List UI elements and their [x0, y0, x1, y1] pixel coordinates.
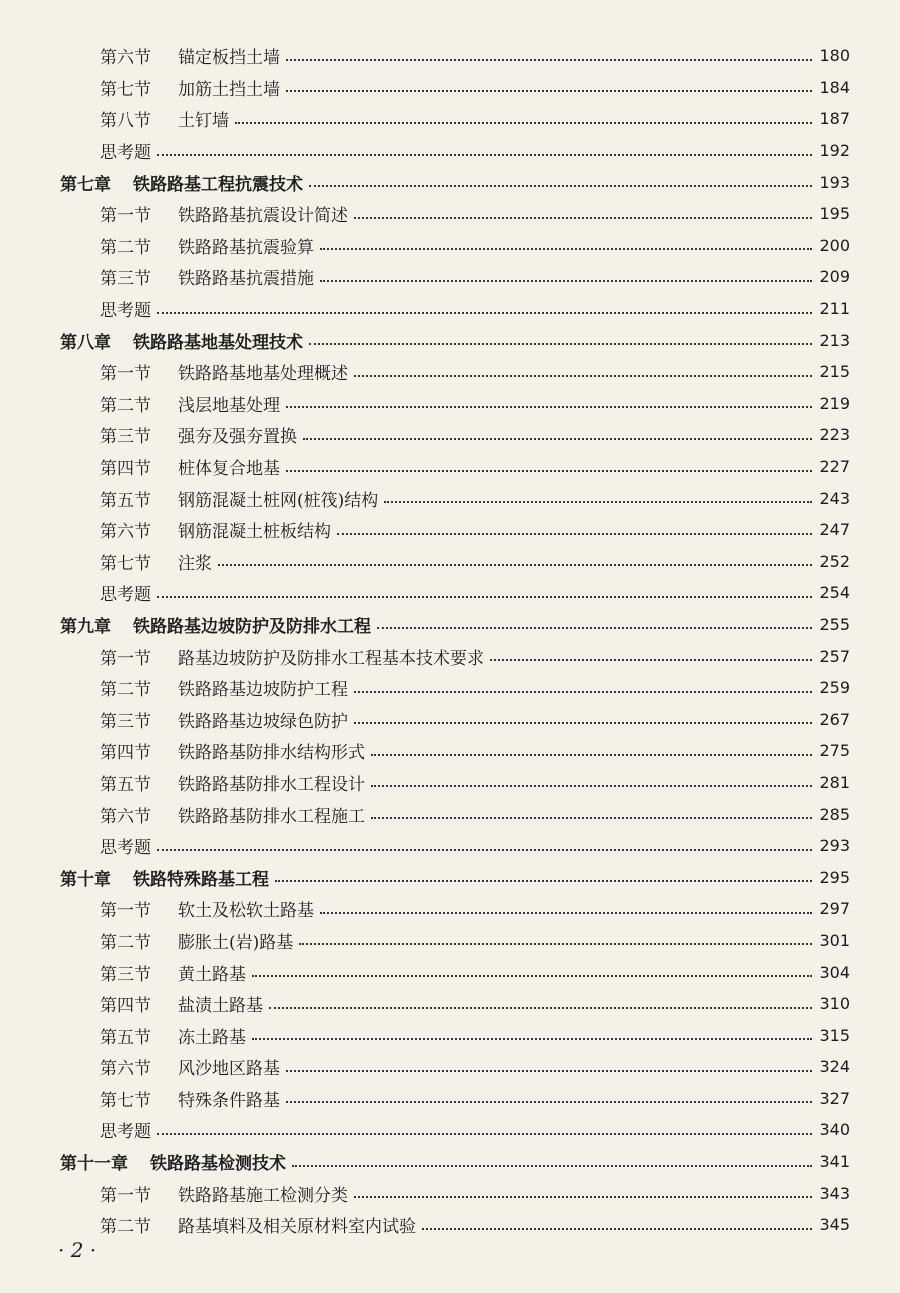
section-title: 锚定板挡土墙 [178, 48, 280, 69]
chapter-title: 铁路路基地基处理技术 [133, 332, 303, 353]
toc-section-row [0, 925, 900, 957]
page-number-ref: 223 [819, 425, 850, 445]
toc-entry-label [100, 359, 348, 384]
page-number-ref: 275 [819, 741, 850, 761]
toc-section-row [0, 1209, 900, 1241]
toc-section-row [0, 356, 900, 388]
toc-section-row [0, 230, 900, 262]
toc-entry-label [100, 833, 151, 858]
page-number-ref: 267 [819, 709, 850, 729]
dot-leader [320, 912, 812, 914]
toc-section-row [0, 482, 900, 514]
section-title: 铁路路基边坡绿色防护 [178, 711, 348, 732]
page-number-ref: 184 [819, 77, 850, 97]
section-number: 第二节 [100, 932, 151, 953]
chapter-number: 第七章 [60, 174, 111, 195]
section-number: 第三节 [100, 711, 151, 732]
dot-leader [157, 154, 812, 156]
dot-leader [252, 1038, 812, 1040]
section-title: 铁路路基边坡防护工程 [178, 680, 348, 701]
section-title: 铁路路基地基处理概述 [178, 364, 348, 385]
toc-section-row [0, 798, 900, 830]
section-title: 思考题 [100, 1122, 151, 1143]
chapter-number: 第九章 [60, 616, 111, 637]
section-number: 第六节 [100, 522, 151, 543]
toc-section-row [0, 388, 900, 420]
dot-leader [157, 312, 812, 314]
page-number-ref: 209 [819, 267, 850, 287]
page-number-ref: 285 [819, 804, 850, 824]
toc-review-row [0, 577, 900, 609]
section-number: 第二节 [100, 395, 151, 416]
toc-chapter-row [0, 324, 900, 356]
dot-leader [218, 564, 812, 566]
toc-section-row [0, 1051, 900, 1083]
dot-leader [252, 975, 812, 977]
toc-entry-label [100, 454, 280, 479]
page-number-ref: 254 [819, 583, 850, 603]
toc-section-row [0, 703, 900, 735]
section-title: 路基边坡防护及防排水工程基本技术要求 [178, 648, 484, 669]
section-title: 冻土路基 [178, 1027, 246, 1048]
toc-entry-label [100, 644, 484, 669]
toc-entry-label [100, 43, 280, 68]
dot-leader [286, 406, 812, 408]
page-number-ref: 301 [819, 930, 850, 950]
toc-entry-label [100, 201, 348, 226]
section-number: 第四节 [100, 996, 151, 1017]
toc-section-row [0, 419, 900, 451]
section-title: 铁路路基防排水结构形式 [178, 743, 365, 764]
toc-section-row [0, 1083, 900, 1115]
dot-leader [286, 90, 812, 92]
page-number-ref: 255 [819, 614, 850, 634]
page-number-ref: 341 [819, 1152, 850, 1172]
toc-entry-label [100, 75, 280, 100]
page-number-ref: 257 [819, 646, 850, 666]
toc-chapter-row [0, 166, 900, 198]
toc-review-row [0, 1114, 900, 1146]
section-number: 第一节 [100, 1185, 151, 1206]
chapter-number: 第十一章 [60, 1154, 128, 1175]
toc-chapter-row [0, 1146, 900, 1178]
toc-section-row [0, 672, 900, 704]
toc-entry-label [100, 1117, 151, 1142]
toc-entry-label [100, 1086, 280, 1111]
section-number: 第六节 [100, 48, 151, 69]
section-title: 思考题 [100, 585, 151, 606]
dot-leader [320, 248, 812, 250]
section-title: 钢筋混凝土桩板结构 [178, 522, 331, 543]
toc-entry-label [60, 328, 303, 353]
page-number-ref: 211 [819, 299, 850, 319]
toc-section-row [0, 198, 900, 230]
section-number: 第四节 [100, 459, 151, 480]
section-number: 第一节 [100, 648, 151, 669]
toc-entry-label [100, 580, 151, 605]
toc-section-row [0, 261, 900, 293]
section-title: 思考题 [100, 301, 151, 322]
toc-entry-label [100, 106, 229, 131]
toc-entry-label [100, 928, 293, 953]
section-title: 铁路路基抗震措施 [178, 269, 314, 290]
dot-leader [299, 943, 812, 945]
toc-entry-label [60, 865, 269, 890]
section-number: 第一节 [100, 901, 151, 922]
section-title: 膨胀土(岩)路基 [178, 932, 294, 953]
page-number-ref: 180 [819, 46, 850, 66]
section-number: 第五节 [100, 774, 151, 795]
page-number-ref: 304 [819, 962, 850, 982]
toc-section-row [0, 893, 900, 925]
toc-entry-label [100, 296, 151, 321]
section-number: 第三节 [100, 427, 151, 448]
section-title: 黄土路基 [178, 964, 246, 985]
section-number: 第八节 [100, 111, 151, 132]
toc-section-row [0, 1177, 900, 1209]
chapter-number: 第十章 [60, 869, 111, 890]
toc-entry-label [100, 422, 297, 447]
toc-chapter-row [0, 609, 900, 641]
section-title: 铁路路基施工检测分类 [178, 1185, 348, 1206]
toc-entry-label [100, 738, 365, 763]
toc-entry-label [100, 391, 280, 416]
toc-section-row [0, 640, 900, 672]
dot-leader [490, 659, 812, 661]
dot-leader [371, 785, 812, 787]
toc-entry-label [100, 549, 212, 574]
page-number-ref: 259 [819, 678, 850, 698]
toc-section-row [0, 735, 900, 767]
toc-entry-label [100, 960, 246, 985]
section-number: 第七节 [100, 1090, 151, 1111]
dot-leader [235, 122, 812, 124]
section-number: 第七节 [100, 553, 151, 574]
dot-leader [309, 185, 812, 187]
dot-leader [377, 627, 812, 629]
toc-section-row [0, 451, 900, 483]
page-number-ref: 310 [819, 994, 850, 1014]
toc-section-row [0, 767, 900, 799]
page-number-ref: 227 [819, 457, 850, 477]
dot-leader [286, 470, 812, 472]
toc-entry-label [60, 1149, 286, 1174]
section-number: 第四节 [100, 743, 151, 764]
toc-entry-label [100, 486, 378, 511]
section-number: 第三节 [100, 964, 151, 985]
page-number-ref: 252 [819, 551, 850, 571]
dot-leader [337, 533, 812, 535]
section-number: 第二节 [100, 1217, 151, 1238]
chapter-title: 铁路路基边坡防护及防排水工程 [133, 616, 371, 637]
toc-entry-label [100, 1054, 280, 1079]
dot-leader [371, 754, 812, 756]
table-of-contents [0, 40, 900, 1241]
dot-leader [354, 722, 812, 724]
page-number-ref: 324 [819, 1057, 850, 1077]
page-number-ref: 215 [819, 362, 850, 382]
toc-entry-label [100, 1181, 348, 1206]
page-number-ref: 297 [819, 899, 850, 919]
section-title: 思考题 [100, 143, 151, 164]
toc-section-row [0, 546, 900, 578]
section-number: 第六节 [100, 806, 151, 827]
toc-section-row [0, 40, 900, 72]
toc-entry-label [60, 170, 303, 195]
toc-entry-label [100, 896, 314, 921]
toc-entry-label [60, 612, 371, 637]
toc-review-row [0, 830, 900, 862]
page-number-ref: 192 [819, 141, 850, 161]
toc-review-row [0, 293, 900, 325]
section-title: 盐渍土路基 [178, 996, 263, 1017]
dot-leader [354, 691, 812, 693]
section-title: 思考题 [100, 838, 151, 859]
page-number-ref: 315 [819, 1025, 850, 1045]
toc-entry-label [100, 991, 263, 1016]
toc-section-row [0, 988, 900, 1020]
dot-leader [309, 343, 812, 345]
dot-leader [422, 1228, 812, 1230]
dot-leader [354, 217, 812, 219]
section-title: 铁路路基防排水工程设计 [178, 774, 365, 795]
section-number: 第一节 [100, 364, 151, 385]
page-number-ref: 243 [819, 488, 850, 508]
section-title: 铁路路基抗震设计简述 [178, 206, 348, 227]
chapter-number: 第八章 [60, 332, 111, 353]
page-number-ref: 281 [819, 772, 850, 792]
dot-leader [275, 880, 812, 882]
dot-leader [157, 849, 812, 851]
section-number: 第三节 [100, 269, 151, 290]
page-number-ref: 295 [819, 867, 850, 887]
section-title: 软土及松软土路基 [178, 901, 314, 922]
dot-leader [286, 1070, 812, 1072]
page-number-ref: 327 [819, 1088, 850, 1108]
section-title: 钢筋混凝土桩网(桩筏)结构 [178, 490, 379, 511]
dot-leader [354, 1196, 812, 1198]
section-number: 第七节 [100, 79, 151, 100]
section-number: 第二节 [100, 680, 151, 701]
page-number-ref: 213 [819, 330, 850, 350]
dot-leader [286, 59, 812, 61]
page-number-ref: 187 [819, 109, 850, 129]
toc-entry-label [100, 233, 314, 258]
page-number-ref: 219 [819, 393, 850, 413]
chapter-title: 铁路路基检测技术 [150, 1154, 286, 1175]
toc-entry-label [100, 770, 365, 795]
section-title: 加筋土挡土墙 [178, 79, 280, 100]
section-title: 注浆 [178, 553, 212, 574]
dot-leader [286, 1101, 812, 1103]
page-number: · 2 · [58, 1238, 97, 1262]
section-title: 风沙地区路基 [178, 1059, 280, 1080]
page-number-ref: 200 [819, 235, 850, 255]
toc-review-row [0, 135, 900, 167]
page-number-ref: 195 [819, 204, 850, 224]
toc-section-row [0, 1019, 900, 1051]
section-title: 铁路路基防排水工程施工 [178, 806, 365, 827]
chapter-title: 铁路特殊路基工程 [133, 869, 269, 890]
section-title: 土钉墙 [178, 111, 229, 132]
section-number: 第六节 [100, 1059, 151, 1080]
section-title: 路基填料及相关原材料室内试验 [178, 1217, 416, 1238]
section-title: 强夯及强夯置换 [178, 427, 297, 448]
section-number: 第一节 [100, 206, 151, 227]
chapter-title: 铁路路基工程抗震技术 [133, 174, 303, 195]
dot-leader [354, 375, 812, 377]
section-number: 第五节 [100, 490, 151, 511]
toc-section-row [0, 956, 900, 988]
dot-leader [303, 438, 812, 440]
toc-chapter-row [0, 861, 900, 893]
toc-section-row [0, 103, 900, 135]
toc-section-row [0, 514, 900, 546]
page-number-ref: 343 [819, 1183, 850, 1203]
toc-entry-label [100, 1212, 416, 1237]
toc-entry-label [100, 517, 331, 542]
dot-leader [371, 817, 812, 819]
dot-leader [157, 596, 812, 598]
dot-leader [384, 501, 812, 503]
page-number-ref: 345 [819, 1215, 850, 1235]
dot-leader [269, 1007, 812, 1009]
dot-leader [292, 1165, 812, 1167]
section-title: 浅层地基处理 [178, 395, 280, 416]
toc-entry-label [100, 138, 151, 163]
section-title: 铁路路基抗震验算 [178, 237, 314, 258]
page-number-ref: 193 [819, 172, 850, 192]
toc-entry-label [100, 264, 314, 289]
dot-leader [157, 1133, 812, 1135]
toc-entry-label [100, 1023, 246, 1048]
section-title: 特殊条件路基 [178, 1090, 280, 1111]
page-number-ref: 293 [819, 836, 850, 856]
toc-entry-label [100, 675, 348, 700]
section-title: 桩体复合地基 [178, 459, 280, 480]
page-number-ref: 340 [819, 1120, 850, 1140]
toc-entry-label [100, 707, 348, 732]
toc-entry-label [100, 802, 365, 827]
dot-leader [320, 280, 812, 282]
toc-section-row [0, 72, 900, 104]
section-number: 第二节 [100, 237, 151, 258]
page-number-ref: 247 [819, 520, 850, 540]
section-number: 第五节 [100, 1027, 151, 1048]
